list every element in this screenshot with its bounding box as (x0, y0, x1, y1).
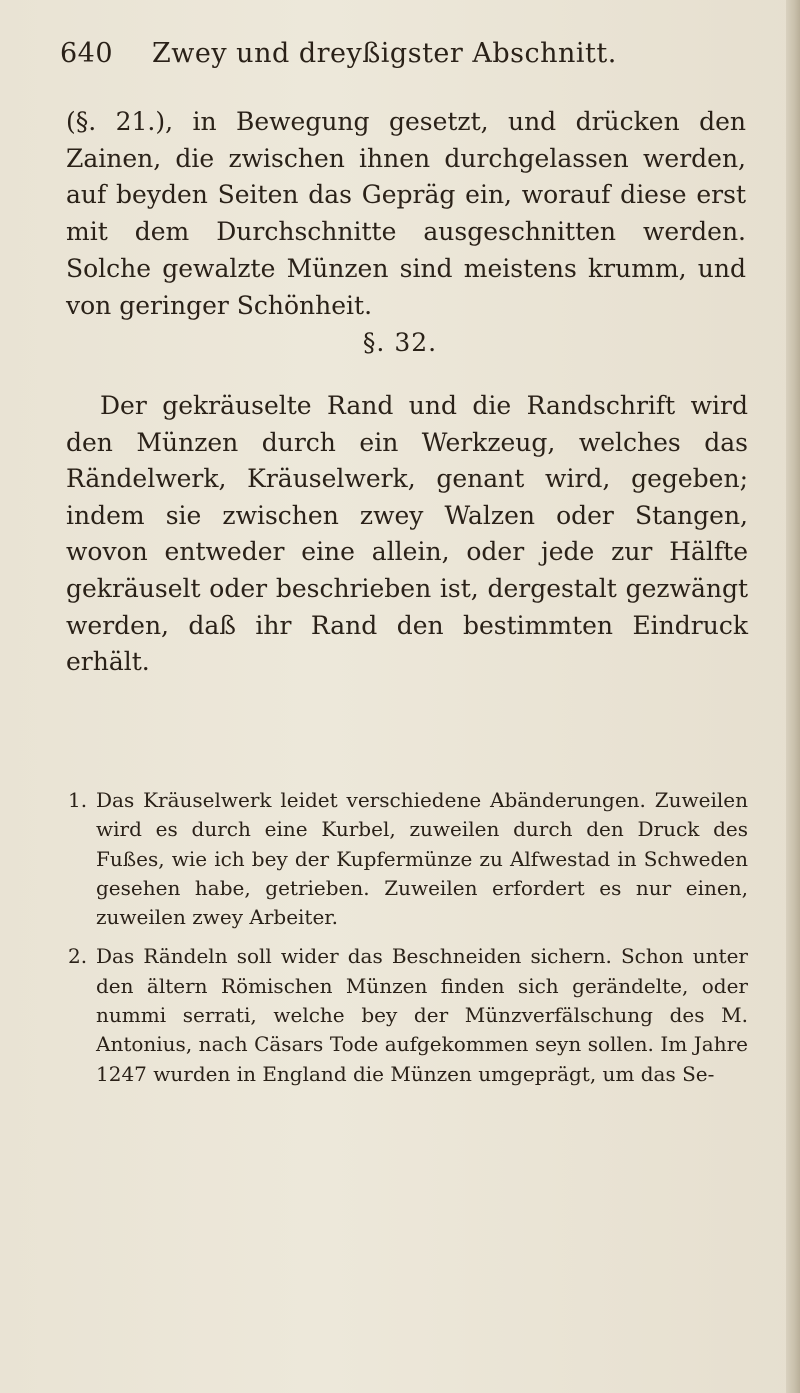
notes-list (68, 786, 748, 1099)
continued-paragraph (66, 104, 746, 324)
page-edge (786, 0, 800, 1393)
note-text: Das Rändeln soll wider das Beschneiden sichern. Schon unter den ältern Römischen Münzen finden sich gerändelte, oder nummi serrati, welche bey der Münzverfälschung des M. Antonius, nach Cäsars Tode aufgekommen seyn sollen. Im Jahre 1247 wurden in England die Münzen umgeprägt, um das Se- (96, 944, 748, 1086)
paragraph-text: (§. 21.), in Bewegung gesetzt, und drücken den Zainen, die zwischen ihnen durchgelassen werden, auf beyden Seiten das Gepräg ein, worauf diese erst mit dem Durchschnitte ausgeschnitten werden. Solche gewalzte Münzen sind meistens krumm, und von geringer Schönheit. (66, 107, 746, 320)
note-item (68, 942, 748, 1088)
page-number: 640 (60, 38, 114, 69)
page-header (60, 34, 740, 78)
section-heading: §. 32. (362, 328, 438, 357)
note-number: 2. (68, 944, 88, 969)
note-number: 1. (68, 788, 88, 812)
note-item (68, 786, 748, 932)
running-title: Zwey und dreyßigster Abschnitt. (152, 38, 617, 69)
note-text: Das Kräuselwerk leidet verschiedene Abänderungen. Zuweilen wird es durch eine Kurbel, zuweilen durch den Druck des Fußes, wie ich bey der Kupfermünze zu Alfwestad in Schweden gesehen habe, getrieben. Zuweilen erfordert es nur einen, zuweilen zwey Arbeiter. (96, 788, 748, 930)
section-paragraph-text: Der gekräuselte Rand und die Randschrift wird den Münzen durch ein Werkzeug, welches das Rändelwerk, Kräuselwerk, genant wird, gegeben; indem sie zwischen zwey Walzen oder Stangen, wovon entweder eine allein, oder jede zur Hälfte gekräuselt oder beschrieben ist, dergestalt gezwängt werden, daß ihr Rand den bestimmten Eindruck erhält. (66, 391, 748, 677)
section-paragraph (66, 388, 748, 681)
